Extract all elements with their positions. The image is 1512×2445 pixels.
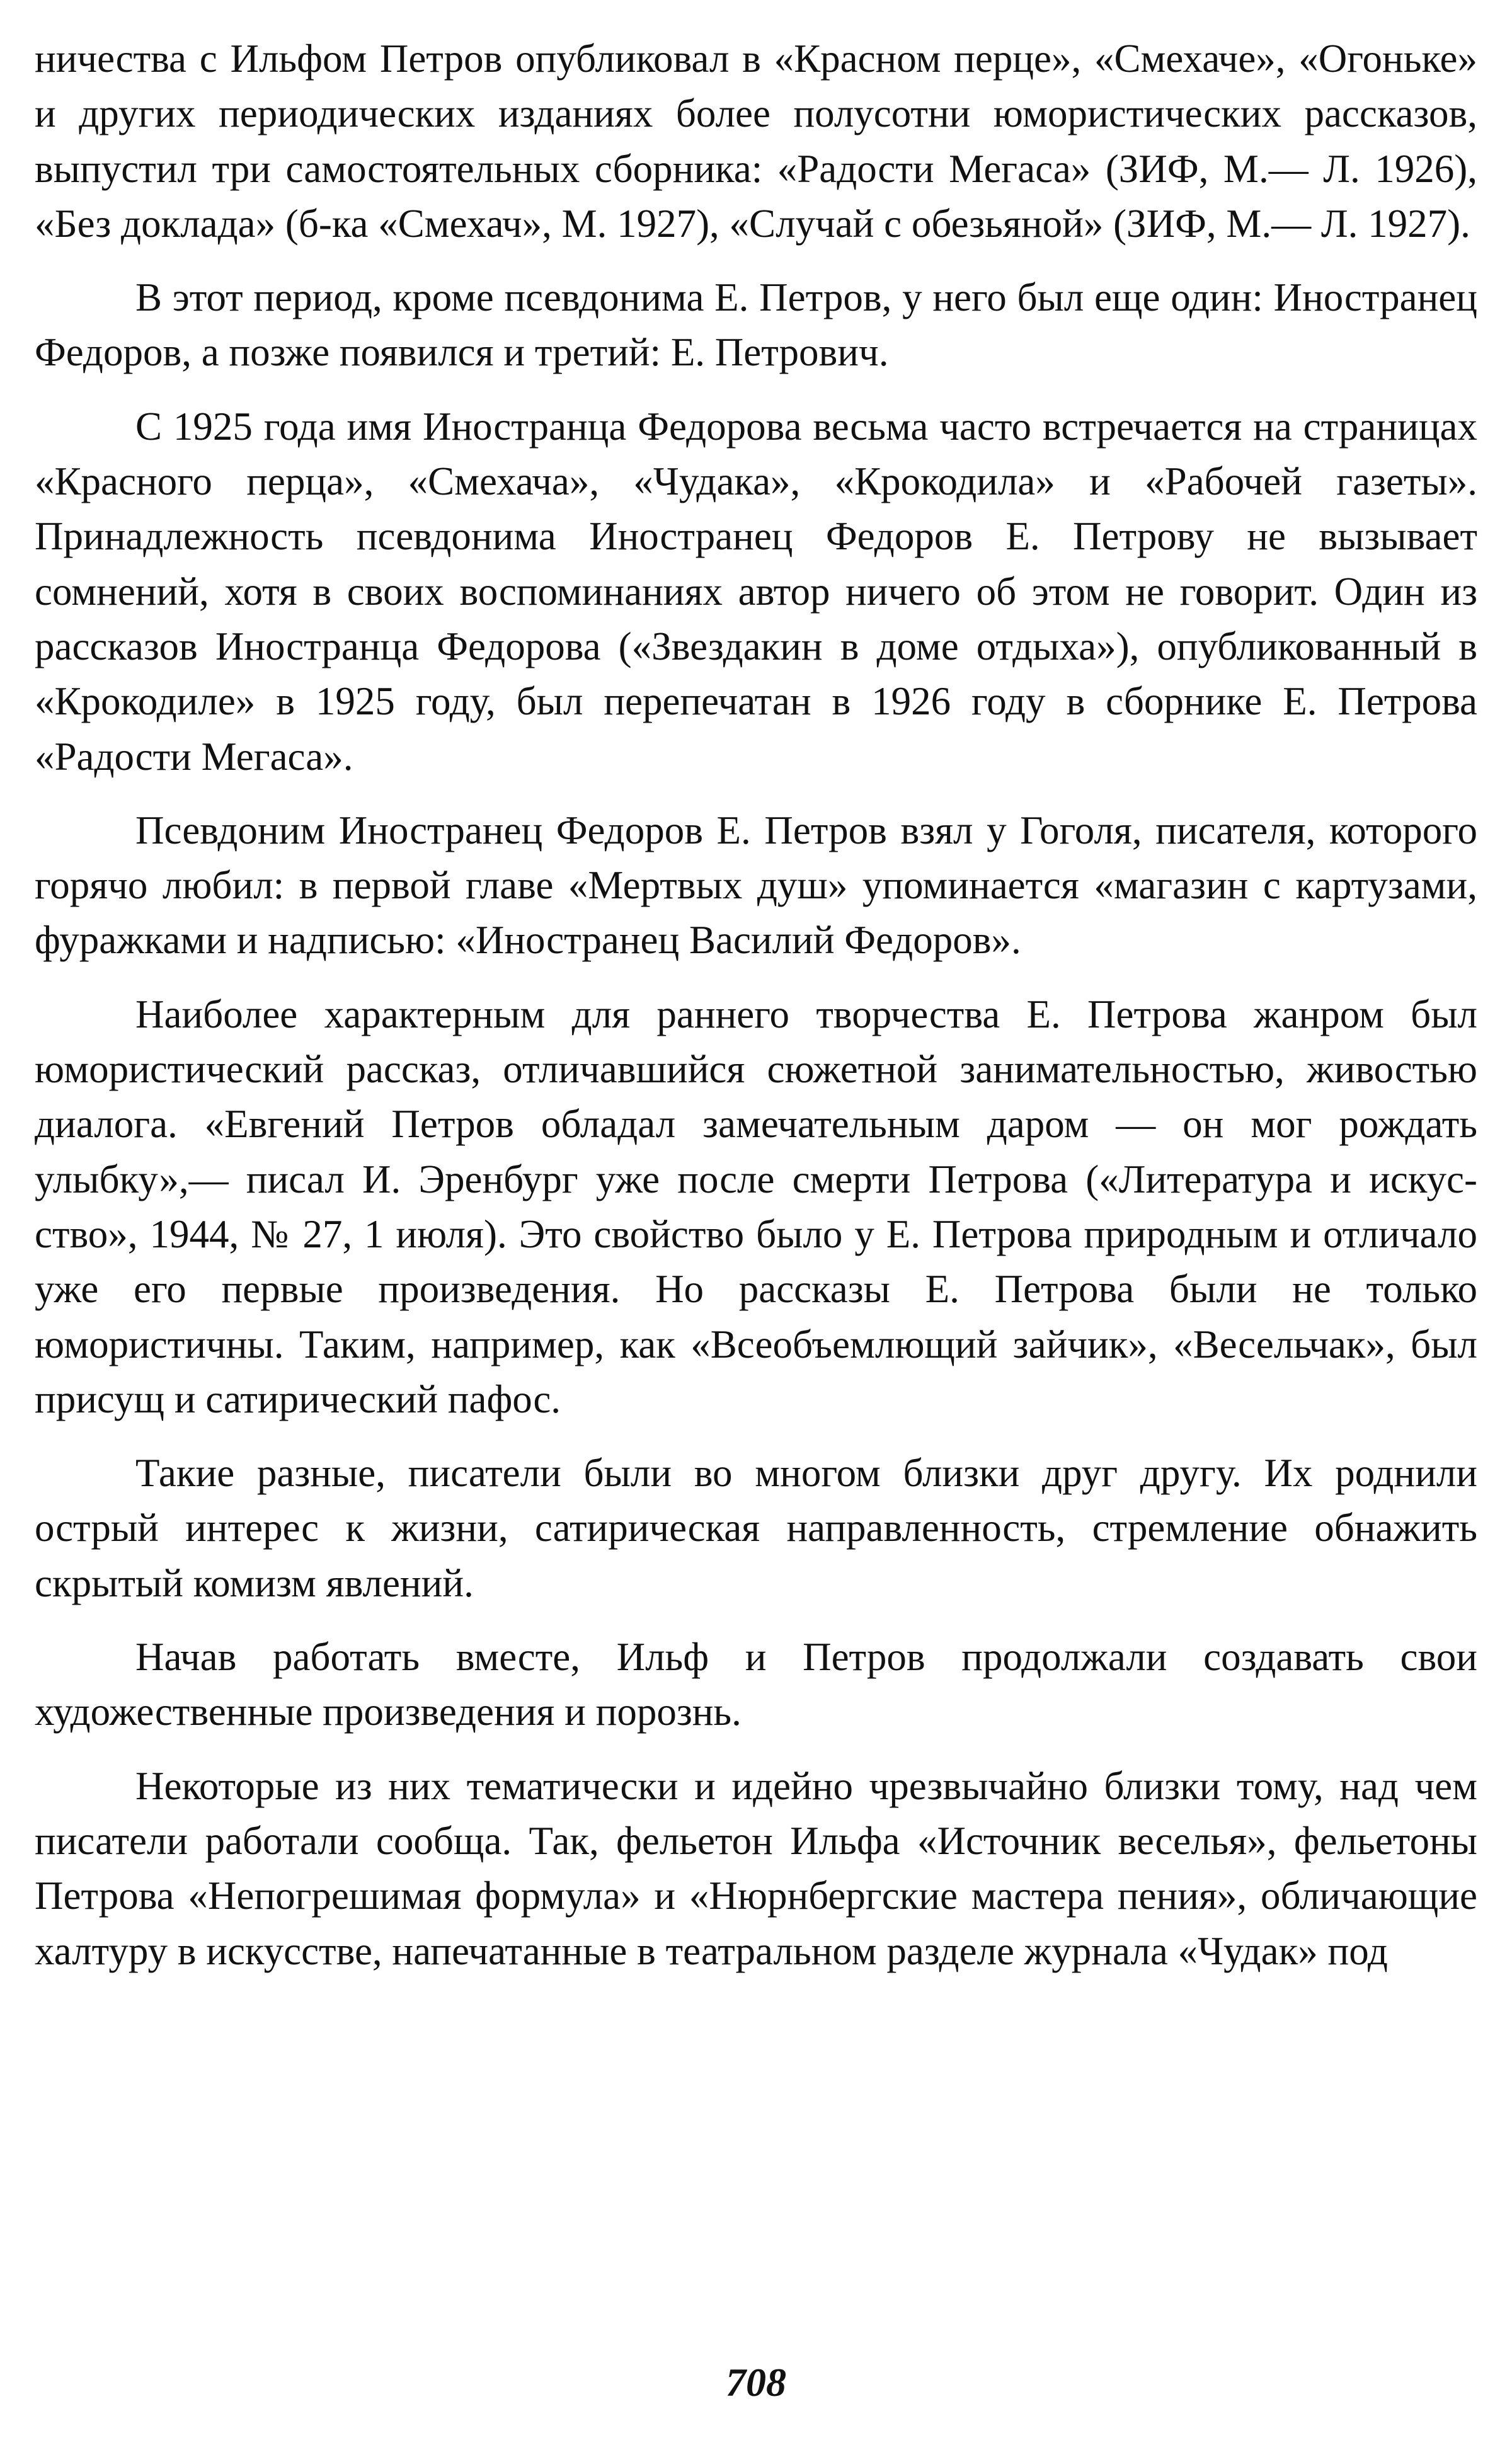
paragraph-6: Такие разные, писатели были во многом близки друг другу. Их роднили острый интерес к жизни, сатирическая направленность, стремление обнажить скрытый комизм явлений. — [35, 1451, 1477, 1605]
paragraph-2: В этот период, кроме псевдонима Е. Петров, у него был еще один: Иностранец Федоров, а позже появился и третий: Е. Петрович. — [35, 275, 1477, 375]
paragraph-7: Начав работать вместе, Ильф и Петров продолжали создавать свои художественные произведения и порознь. — [35, 1635, 1477, 1734]
page-number: 708 — [726, 2360, 786, 2405]
paragraph-1: ничества с Ильфом Петров опубликовал в «Красном перце», «Смехаче», «Огоньке» и других периодических изданиях более полусотни юмористических рассказов, выпустил три самостоятельных сборника: «Радости Мегаса» (ЗИФ, М.— Л. 1926), «Без доклада» (б-ка «Смехач», М. 1927), «Случай с обезьяной» (ЗИФ, М.— Л. 1927). — [35, 37, 1477, 246]
document-page — [35, 31, 1477, 1998]
paragraph-4: Псевдоним Иностранец Федоров Е. Петров взял у Гоголя, писателя, которого горячо любил: в первой главе «Мертвых душ» упоминается «магазин с картузами, фуражками и надписью: «Иностранец Василий Федоров». — [35, 808, 1477, 963]
paragraph-5: Наиболее характерным для раннего творчества Е. Петрова жанром был юмористический рассказ, отличавшийся сюжетной занимательностью, живостью диалога. «Евгений Петров обладал замечательным даром — он мог рождать улыбку»,— писал И. Эренбург уже после смерти Петрова («Литература и искусство», 1944, № 27, 1 июля). Это свойство было у Е. Петрова природным и отличало уже его первые произведения. Но рассказы Е. Петрова были не только юмористичны. Таким, например, как «Всеобъемлющий зайчик», «Весельчак», был присущ и сатирический пафос. — [35, 992, 1477, 1421]
paragraph-3: С 1925 года имя Иностранца Федорова весьма часто встречается на страницах «Красного перца», «Смехача», «Чудака», «Крокодила» и «Рабочей газеты». Принадлежность псевдонима Иностранец Федоров Е. Петрову не вызывает сомнений, хотя в своих воспоминаниях автор ничего об этом не говорит. Один из рассказов Иностранца Федорова («Звездакин в доме отдыха»), опубликованный в «Крокодиле» в 1925 году, был перепечатан в 1926 году в сборнике Е. Петрова «Радости Мегаса». — [35, 404, 1477, 779]
paragraph-8: Некоторые из них тематически и идейно чрезвычайно близки тому, над чем писатели работали сообща. Так, фельетон Ильфа «Источник веселья», фельетоны Петрова «Непогрешимая формула» и «Нюрнбергские мастера пения», обличающие халтуру в искусстве, напечатанные в театральном разделе журнала «Чудак» под — [35, 1763, 1477, 1973]
